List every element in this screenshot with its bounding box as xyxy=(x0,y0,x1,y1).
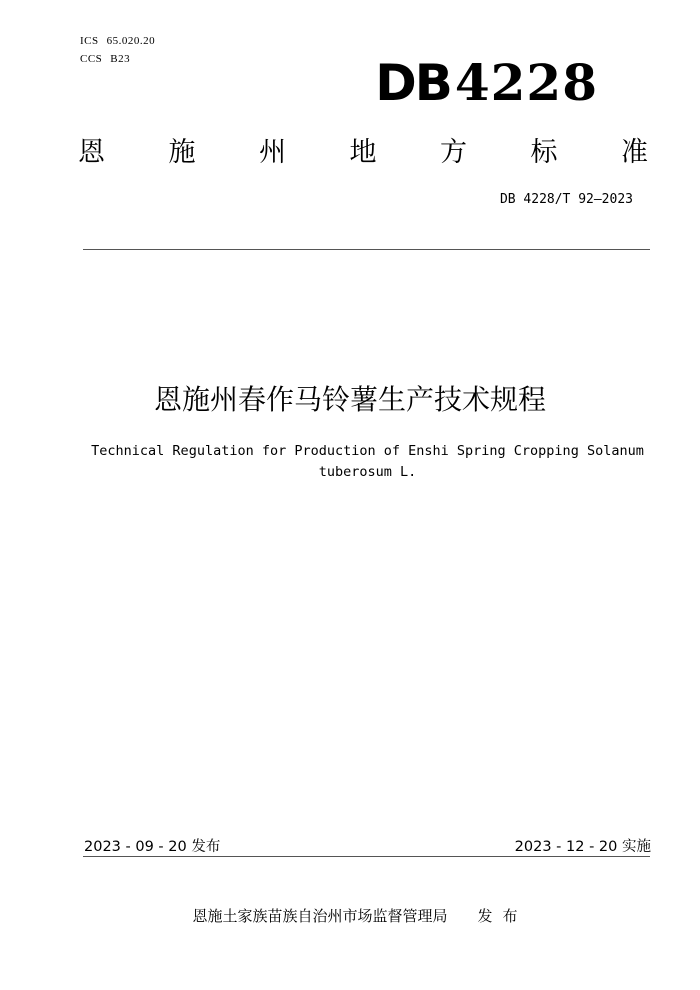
ccs-label: CCS xyxy=(80,53,103,65)
ccs-value: B23 xyxy=(110,53,131,65)
bottom-divider xyxy=(83,856,650,857)
issue-date: 2023 - 09 - 20 发布 xyxy=(84,839,221,855)
db-number: 4228 xyxy=(454,53,598,112)
ics-label: ICS xyxy=(80,35,99,47)
standard-type-char: 方 xyxy=(440,137,467,168)
title-chinese: 恩施州春作马铃薯生产技术规程 xyxy=(153,383,546,416)
standard-type-char: 州 xyxy=(259,137,286,168)
issuer xyxy=(0,905,700,926)
standard-type-char: 施 xyxy=(168,137,196,168)
ccs-code xyxy=(80,53,130,65)
issuer-suffix: 发布 xyxy=(477,907,528,925)
standard-number: DB 4228/T 92—2023 xyxy=(499,192,633,207)
standard-type xyxy=(78,136,648,170)
top-divider xyxy=(83,249,650,250)
standard-type-char: 标 xyxy=(530,137,558,168)
standard-type-char: 地 xyxy=(349,137,377,168)
db-prefix: DB xyxy=(375,54,451,112)
title-english: Technical Regulation for Production of Enshi Spring Cropping Solanum tuberosum L. xyxy=(91,443,644,480)
db-standard-code xyxy=(375,53,598,112)
ics-value: 65.020.20 xyxy=(106,35,156,47)
implementation-date: 2023 - 12 - 20 实施 xyxy=(514,839,651,855)
standard-type-char: 恩 xyxy=(78,137,105,168)
issuer-name: 恩施土家族苗族自治州市场监督管理局 xyxy=(192,907,448,925)
ics-code xyxy=(80,35,155,47)
standard-type-char: 准 xyxy=(621,137,648,168)
